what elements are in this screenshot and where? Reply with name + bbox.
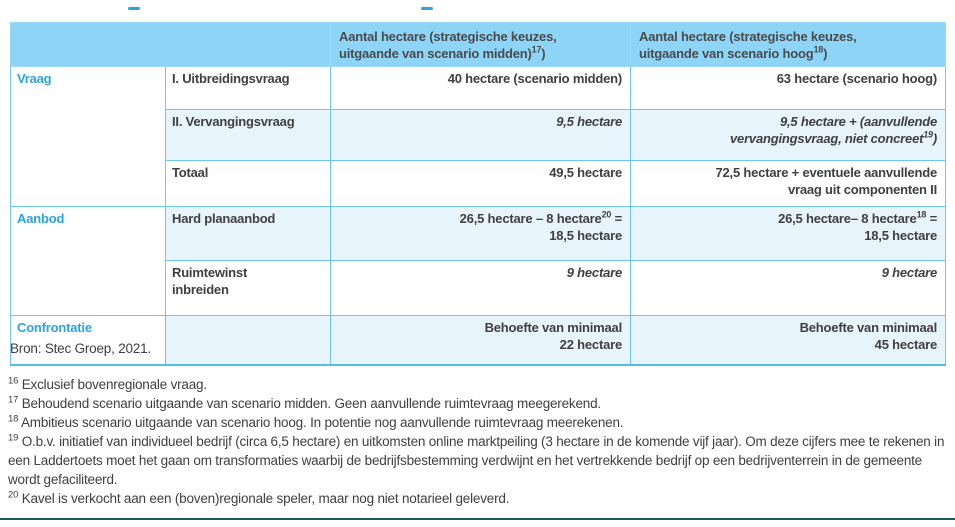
value-cell-midden: 9,5 hectare (331, 110, 631, 161)
footnote-marker: 20 (8, 489, 19, 501)
page-divider-rule (0, 518, 955, 520)
value-cell-midden: 26,5 hectare – 8 hectare$^{20}$ = 18,5 hectare (331, 207, 631, 261)
table-row (11, 67, 946, 110)
hectare-table-container (10, 22, 945, 366)
subcategory-cell: Ruimtewinst inbreiden (166, 261, 331, 316)
value-cell-hoog: 72,5 hectare + eventuele aanvullende vraag uit componenten II (631, 161, 946, 207)
subcategory-cell: Totaal (166, 161, 331, 207)
category-cell-aanbod: Aanbod (11, 207, 166, 316)
table-header-row (11, 23, 946, 67)
value-cell-hoog: 63 hectare (scenario hoog) (631, 67, 946, 110)
footnote-text: Ambitieus scenario uitgaande van scenario hoog. In potentie nog aanvullende ruimtevraag meerekenen. (20, 415, 624, 430)
value-cell-hoog: 9,5 hectare + (aanvullende vervangingsvraag, niet concreet$^{19}$) (631, 110, 946, 161)
subcategory-cell: II. Vervangingsvraag (166, 110, 331, 161)
value-cell-hoog: 26,5 hectare– 8 hectare$^{18}$ = 18,5 hectare (631, 207, 946, 261)
subcategory-cell: Hard planaanbod (166, 207, 331, 261)
subcategory-cell: I. Uitbreidingsvraag (166, 67, 331, 110)
footnote-marker: 19 (8, 432, 19, 444)
category-cell-confrontatie: Confrontatie (11, 316, 166, 366)
category-cell-vraag: Vraag (11, 67, 166, 207)
footnotes-block (8, 375, 948, 508)
source-line: Bron: Stec Groep, 2021. (10, 341, 151, 356)
value-cell-midden: 49,5 hectare (331, 161, 631, 207)
footnote-marker: 16 (8, 375, 19, 387)
value-cell-midden: 9 hectare (331, 261, 631, 316)
footnote-text: Kavel is verkocht aan een (boven)regionale speler, maar nog niet notarieel geleverd. (21, 491, 510, 506)
value-cell-midden: 40 hectare (scenario midden) (331, 67, 631, 110)
footnote-text: O.b.v. initiatief van individueel bedrijf (circa 6,5 hectare) en uitkomsten online marktpeiling (3 hectare in de komende vijf jaar). Om deze cijfers mee te rekenen in een Laddertoets moet het gaan om transformaties waarbij de bedrijfsbestemming verdwijnt en het vertrekkende bedrijf op een bedrijventerrein in de gemeente wordt gefaciliteerd. (8, 434, 945, 487)
subcategory-cell-empty (166, 316, 331, 366)
footnote-19 (8, 432, 948, 489)
header-spacer-cell (11, 23, 331, 67)
cropped-text-dash-artifact (128, 7, 140, 10)
footnote-18 (8, 413, 948, 432)
value-cell-hoog: Behoefte van minimaal 45 hectare (631, 316, 946, 366)
footnote-16 (8, 375, 948, 394)
value-cell-midden: Behoefte van minimaal 22 hectare (331, 316, 631, 366)
footnote-20 (8, 489, 948, 508)
hectare-demand-supply-table (10, 22, 946, 366)
header-scenario-hoog: Aantal hectare (strategische keuzes, uitgaande van scenario hoog$^{18}$) (631, 23, 946, 67)
value-cell-hoog: 9 hectare (631, 261, 946, 316)
footnote-marker: 17 (8, 394, 19, 406)
table-row (11, 207, 946, 261)
header-scenario-midden: Aantal hectare (strategische keuzes, uitgaande van scenario midden)$^{17}$) (331, 23, 631, 67)
footnote-text: Exclusief bovenregionale vraag. (21, 377, 207, 392)
footnote-17 (8, 394, 948, 413)
footnote-text: Behoudend scenario uitgaande van scenario midden. Geen aanvullende ruimtevraag meegerekend. (21, 396, 601, 411)
cropped-text-dash-artifact (421, 7, 433, 10)
footnote-marker: 18 (8, 413, 19, 425)
